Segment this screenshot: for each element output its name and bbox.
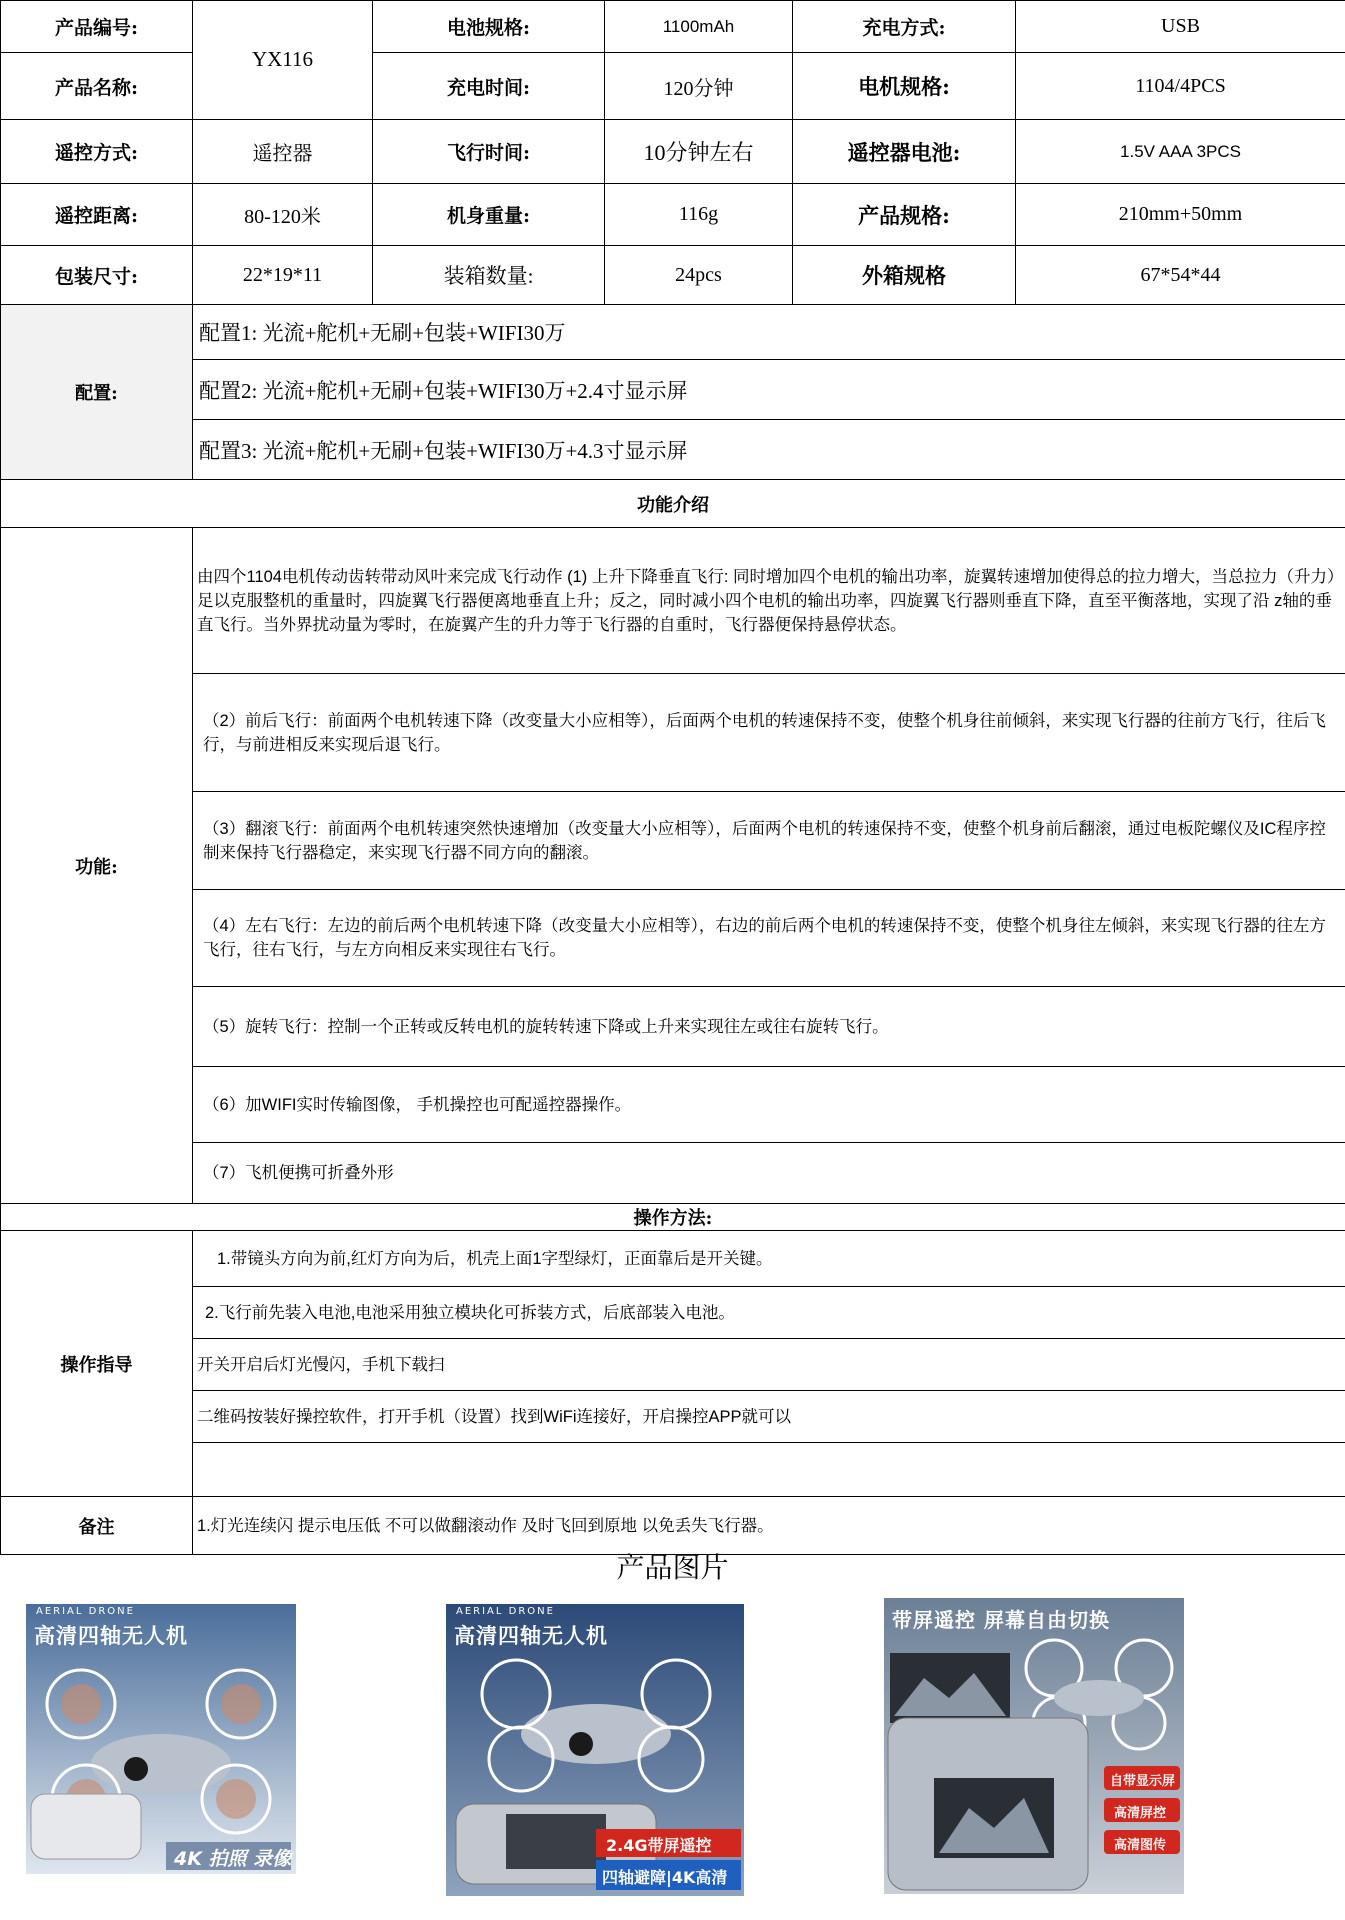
charge-time-value: 120分钟 — [605, 53, 793, 120]
feature-item-5: （5）旋转飞行：控制一个正转或反转电机的旋转转速下降或上升来实现往左或往右旋转飞行。 — [193, 987, 1345, 1067]
package-size-label: 包装尺寸: — [1, 246, 193, 305]
remarks-text: 1.灯光连续闪 提示电压低 不可以做翻滚动作 及时飞回到原地 以免丢失飞行器。 — [193, 1497, 1345, 1555]
product-image-2 — [446, 1604, 744, 1896]
image-1-badge: 4K 拍照 录像 — [174, 1848, 292, 1870]
product-name-label: 产品名称: — [1, 53, 193, 120]
image-2-title: 高清四轴无人机 — [454, 1624, 608, 1648]
config-item-3: 配置3: 光流+舵机+无刷+包装+WIFI30万+4.3寸显示屏 — [193, 420, 1345, 480]
weight-value: 116g — [605, 184, 793, 246]
remote-distance-label: 遥控距离: — [1, 184, 193, 246]
operation-item-5 — [193, 1443, 1345, 1497]
feature-item-3: （3）翻滚飞行：前面两个电机转速突然快速增加（改变量大小应相等），后面两个电机的转速保持不变，使整个机身前后翻滚，通过电板陀螺仪及IC程序控制来保持飞行器稳定，来实现飞行器不同方向的翻滚。 — [193, 792, 1345, 890]
flight-time-value: 10分钟左右 — [605, 120, 793, 184]
config-item-1: 配置1: 光流+舵机+无刷+包装+WIFI30万 — [193, 305, 1345, 360]
product-size-label: 产品规格: — [793, 184, 1016, 246]
remote-distance-value: 80-120米 — [193, 184, 373, 246]
image-2-subtitle: AERIAL DRONE — [456, 1606, 555, 1617]
motor-spec-label: 电机规格: — [793, 53, 1016, 120]
feature-item-1: 由四个1104电机传动齿转带动风叶来完成飞行动作 (1) 上升下降垂直飞行: 同时增加四个电机的输出功率，旋翼转速增加使得总的拉力增大，当总拉力（升力）足以克服整机的重量时，四旋翼飞行器便离地垂直上升；反之，同时减小四个电机的输出功率，四旋翼飞行器则垂直下降，直至平衡落地，实现了沿 z轴的垂直飞行。当外界扰动量为零时，在旋翼产生的升力等于飞行器的自重时，飞行器便保持悬停状态。 — [193, 528, 1345, 674]
battery-spec-label: 电池规格: — [373, 1, 605, 53]
features-section-title: 功能介绍 — [1, 480, 1345, 528]
carton-qty-value: 24pcs — [605, 246, 793, 305]
remarks-label: 备注 — [1, 1497, 193, 1555]
weight-label: 机身重量: — [373, 184, 605, 246]
image-1-subtitle: AERIAL DRONE — [36, 1606, 135, 1617]
operation-item-1: 1.带镜头方向为前,红灯方向为后，机壳上面1字型绿灯，正面靠后是开关键。 — [193, 1231, 1345, 1287]
operation-item-3: 开关开启后灯光慢闪，手机下载扫 — [193, 1339, 1345, 1391]
image-3-title: 带屏遥控 屏幕自由切换 — [892, 1608, 1110, 1632]
battery-spec-value: 1100mAh — [605, 1, 793, 53]
config-label: 配置: — [1, 305, 193, 480]
remote-battery-value: 1.5V AAA 3PCS — [1016, 120, 1345, 184]
features-label: 功能: — [1, 528, 193, 1204]
image-3-tag-1: 自带显示屏 — [1110, 1774, 1176, 1789]
product-pictures-title: 产品图片 — [616, 1551, 729, 1584]
operation-item-4: 二维码按装好操控软件，打开手机（设置）找到WiFi连接好，开启操控APP就可以 — [193, 1391, 1345, 1443]
operation-section-title: 操作方法: — [1, 1204, 1345, 1231]
feature-item-7: （7）飞机便携可折叠外形 — [193, 1143, 1345, 1204]
flight-time-label: 飞行时间: — [373, 120, 605, 184]
remote-battery-label: 遥控器电池: — [793, 120, 1016, 184]
product-no-label: 产品编号: — [1, 1, 193, 53]
image-3-tag-2: 高清屏控 — [1114, 1806, 1167, 1821]
product-image-3 — [884, 1598, 1184, 1894]
product-size-value: 210mm+50mm — [1016, 184, 1345, 246]
package-size-value: 22*19*11 — [193, 246, 373, 305]
control-method-label: 遥控方式: — [1, 120, 193, 184]
motor-spec-value: 1104/4PCS — [1016, 53, 1345, 120]
image-3-tag-3: 高清图传 — [1114, 1838, 1167, 1853]
product-no-value: YX116 — [193, 1, 373, 120]
feature-item-2: （2）前后飞行：前面两个电机转速下降（改变量大小应相等），后面两个电机的转速保持不变，使整个机身往前倾斜，来实现飞行器的往前方飞行，往后飞行，与前进相反来实现后退飞行。 — [193, 674, 1345, 792]
image-2-badge-1: 2.4G带屏遥控 — [606, 1836, 712, 1855]
feature-item-6: （6）加WIFI实时传输图像， 手机操控也可配遥控器操作。 — [193, 1067, 1345, 1143]
operation-label: 操作指导 — [1, 1231, 193, 1497]
feature-item-4: （4）左右飞行：左边的前后两个电机转速下降（改变量大小应相等），右边的前后两个电机的转速保持不变，使整个机身往左倾斜，来实现飞行器的往左方飞行，往右飞行，与左方向相反来实现往右飞行。 — [193, 890, 1345, 987]
carton-qty-label: 装箱数量: — [373, 246, 605, 305]
charge-method-value: USB — [1016, 1, 1345, 53]
charge-time-label: 充电时间: — [373, 53, 605, 120]
carton-size-label: 外箱规格 — [793, 246, 1016, 305]
control-method-value: 遥控器 — [193, 120, 373, 184]
config-item-2: 配置2: 光流+舵机+无刷+包装+WIFI30万+2.4寸显示屏 — [193, 360, 1345, 420]
operation-item-2: 2.飞行前先装入电池,电池采用独立模块化可拆装方式，后底部装入电池。 — [193, 1287, 1345, 1339]
charge-method-label: 充电方式: — [793, 1, 1016, 53]
image-1-title: 高清四轴无人机 — [34, 1624, 188, 1648]
product-image-1 — [26, 1604, 296, 1874]
carton-size-value: 67*54*44 — [1016, 246, 1345, 305]
image-2-badge-2: 四轴避障|4K高清 — [602, 1868, 728, 1887]
